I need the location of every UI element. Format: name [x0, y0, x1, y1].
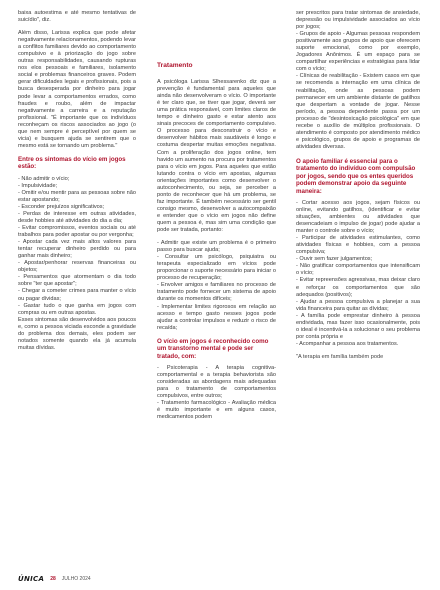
list-item: - Cortar acesso aos jogos, sejam físicos ou online, evitando gatilhos, (identificar e evitar situações, ambientes ou atividades que desencadeiam o impulso de jogar) pode ajudar a manter o controle sobre o vício; [296, 199, 420, 235]
list-item: - Acompanhar a pessoa aos tratamentos. [296, 340, 399, 347]
family-support-heading: O apoio familiar é essencial para o tratamento do indivíduo com compulsão por jogos, sendo que os entes queridos podem demonstrar apoio da seguinte maneira: [296, 157, 416, 195]
paragraph: Além disso, Larissa explica que pode afetar negativamente relacionamentos, podendo levar a conflitos familiares devido ao comportamento compulsivo e à priorização do jogo sobre outras responsabilidades, causando rupturas nos elos pessoais e familiares, isolamento social e problemas financeiros graves. Podem gerar dificuldades legais e profissionais, pois a busca desesperada por dinheiro para jogar pode levar a comportamentos errados, como fraudes e roubo, além de impactar negativamente a carreira e a reputação profissional. "É importante que os indivíduos reconheçam os riscos associados ao jogo (o que nem sempre é perceptível por quem se vicia) e busquem ajuda se sentirem que o mesmo está se tornando um problema." [18, 30, 136, 149]
list-item: - Clínicas de reabilitação - Existem casos em que se recomenda a internação em uma clínica de reabilitação, onde as pessoas podem permanecer em um ambiente distante de gatilhos que despertam a vontade de jogar. Nesse período, a pessoa dependente passa por um processo de "desintoxicação psicológica" em que recebe o auxílio de múltiplos profissionais. O atendimento é composto por atendimento médico e psicológico, grupos de apoio e programas de atividades diversas. [296, 73, 420, 150]
treatment-list [157, 240, 276, 332]
paragraph: Esses sintomas são desenvolvidos aos poucos e, como a pessoa viciada esconde a gravidade do problema dos demais, eles podem ser notados somente quando ela já acumula muitas dívidas. [18, 316, 136, 351]
quote-text: "A terapia em família também pode [296, 353, 384, 360]
support-list [296, 31, 420, 151]
list-item: - Ouvir sem fazer julgamentos; [296, 256, 373, 263]
page-number: 28 [50, 576, 56, 582]
column-1 [18, 10, 136, 358]
list-item: - Chegar a cometer crimes para manter o vício ou pagar dívidas; [18, 288, 136, 302]
list-item: - Esconder prejuízos significativos; [18, 203, 105, 210]
column-2 [157, 10, 276, 421]
paragraph: ser prescritos para tratar sintomas de ansiedade, depressão ou impulsividade associados ao vício por jogos; [296, 10, 420, 31]
list-item: - Psicoterapia - A terapia cognitiva-comportamental e a terapia behaviorista são consideradas as abordagens mais adequadas para o tratamento de comportamentos compulsivos, entre outros; [157, 364, 276, 400]
list-item: - Ajudar a pessoa compulsiva a planejar a sua vida financeira para quitar as dívidas; [296, 298, 420, 312]
list-item: - Apostar cada vez mais altos valores para tentar recuperar dinheiro perdido ou para ganhar mais dinheiro; [18, 239, 136, 260]
disorder-heading: O vício em jogos é reconhecido como um transtorno mental e pode ser tratado, com: [157, 337, 269, 360]
therapy-list [157, 365, 276, 421]
list-item: - Admitir que existe um problema é o primeiro passo para buscar ajuda; [157, 240, 276, 254]
paragraph: baixa autoestima e até mesmo tentativas de suicídio", diz. [18, 10, 136, 24]
list-item: - Evitar compromissos, eventos sociais ou até trabalhos para poder apostar ou por vergonha; [18, 225, 136, 239]
list-item: - A família pode emprestar dinheiro à pessoa endividada, mas fazer isso ocasionalmente, pois o ideal é incentivá-la a solucionar o seu problema por conta própria e [296, 312, 420, 340]
list-item: - Perdas de interesse em outras atividades, desde hobbies até atividades do dia a dia; [18, 210, 136, 224]
magazine-logo: ÚNICA [18, 575, 45, 583]
list-item: - Gastar tudo o que ganha em jogos com compras ou em outras apostas. [18, 302, 136, 316]
list-item: - Participar de atividades estimulantes, como atividades físicas e hobbies, com a pessoa compulsiva; [296, 235, 420, 256]
symptoms-list [18, 176, 136, 317]
list-item: - Não gratificar comportamentos que intensificam o vício; [296, 263, 420, 277]
list-item: - Pensamentos que atormentam o dia todo sobre "ter que apostar"; [18, 274, 136, 288]
issue-date: JULHO 2024 [61, 576, 91, 582]
list-item: - Apostar/penhorar reservas financeiras ou objetos; [18, 260, 136, 274]
section-title-treatment: Tratamento [157, 62, 193, 69]
paragraph: A psicóloga Larissa Slhessarenko diz que a prevenção é fundamental para aqueles que ainda não desenvolveram o vício. O importante é ter claro que, se tiver que jogar, deverá ser uma prática responsável, com limites claros de tempo e dinheiro gasto e estar atento aos sinais precoces de comportamento compulsivo. O processo para desconstruir o vício e desenvolver hábitos mais saudáveis é longo e costuma despertar muitas emoções negativas. Com a proliferação dos jogos online, tem havido um aumento na procura por tratamentos para o vício em jogos. Para aqueles que estão lutando contra o vício em apostas, algumas orientações importantes como desenvolver o autoconhecimento, ou seja, se perceber a ponto de reconhecer que há um problema, se faz importante. É também necessário ser gentil consigo mesmo, desenvolver a autocompaixão e entender que o vício em jogos não define quem a pessoa é, mas sim uma condição que pode ser tratada, portanto: [157, 79, 276, 234]
list-item: - Evitar repreensões agressivas, mas deixar claro e reforçar os comportamentos que são adequados (positivos); [296, 277, 420, 298]
list-item: - Impulsividade; [18, 182, 58, 189]
list-item: - Envolver amigos e familiares no processo de tratamento pode fornecer um sistema de apoio durante os momentos difíceis; [157, 282, 276, 303]
list-item: - Tratamento farmacológico - Avaliação médica é muito importante e em alguns casos, medicamentos podem [157, 400, 276, 421]
list-item: - Omitir e/ou mentir para as pessoas sobre não estar apostando; [18, 189, 136, 203]
list-item: - Não admitir o vício; [18, 175, 70, 182]
page-footer [18, 575, 91, 583]
symptoms-heading: Entre os sintomas do vício em jogos estão: [18, 155, 126, 171]
list-item: - Grupos de apoio - Algumas pessoas respondem positivamente aos grupos de apoio que oferecem suporte emocional, como por exemplo, Jogadores Anônimos. É um espaço para se compartilhar experiências e estratégias para lidar com o vício; [296, 31, 420, 73]
column-3 [296, 10, 420, 367]
family-list [296, 200, 420, 348]
list-item: - Implementar limites rigorosos em relação ao acesso e tempo gasto nesses jogos pode ajudar a controlar impulsos e reduzir o risco de recaída; [157, 303, 276, 331]
list-item: - Consultar um psicólogo, psiquiatra ou terapeuta especializado em vícios pode proporcionar o suporte necessário para iniciar o processo de recuperação; [157, 254, 276, 282]
